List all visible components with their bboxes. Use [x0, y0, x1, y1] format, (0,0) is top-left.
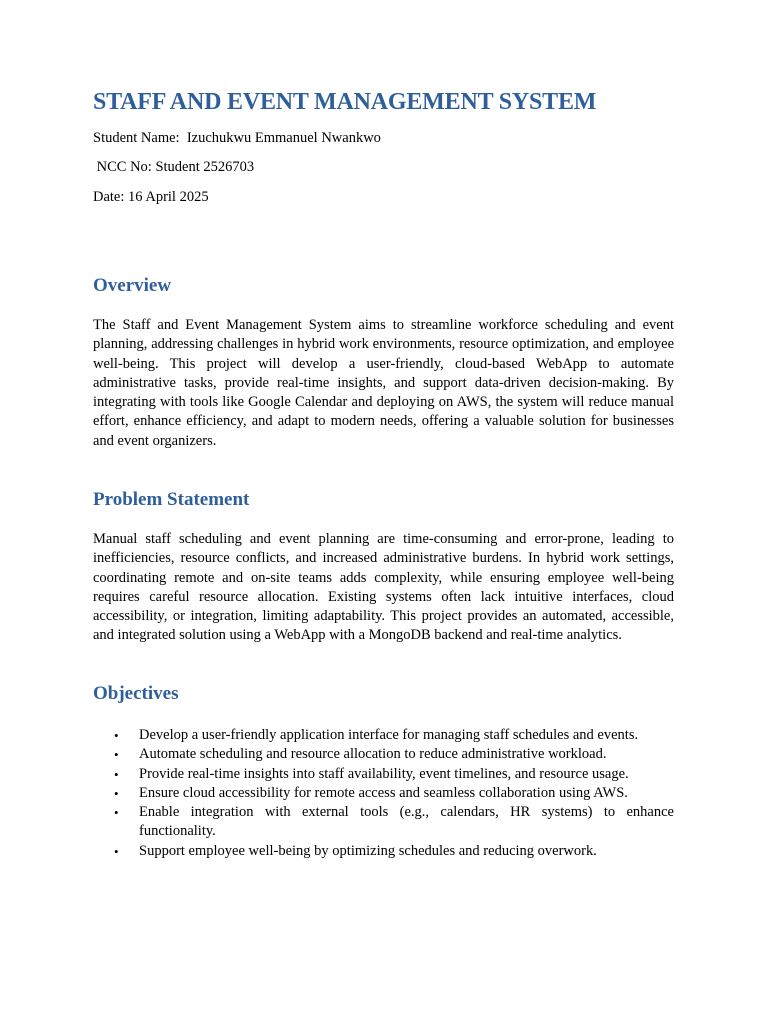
ncc-number: NCC No: Student 2526703	[93, 159, 255, 175]
document-title: STAFF AND EVENT MANAGEMENT SYSTEM	[93, 89, 597, 115]
bullet-icon: •	[114, 805, 119, 821]
list-item	[93, 745, 674, 764]
bullet-icon: •	[114, 728, 119, 743]
list-item-text: Develop a user-friendly application interface for managing staff schedules and events.	[139, 727, 639, 743]
problem-statement-heading: Problem Statement	[93, 489, 250, 510]
document-date: Date: 16 April 2025	[93, 189, 209, 205]
objectives-heading: Objectives	[93, 683, 179, 704]
list-item	[93, 765, 674, 784]
overview-paragraph: The Staff and Event Management System aims to streamline workforce scheduling and event planning, addressing challenges in hybrid work environments, resource optimization, and employee well-being. This project will develop a user-friendly, cloud-based WebApp to automate administrative tasks, provide real-time insights, and support data-driven decision-making. By integrating with tools like Google Calendar and deploying on AWS, the system will reduce manual effort, enhance efficiency, and adapt to modern needs, offering a valuable solution for businesses and event organizers.	[93, 317, 674, 449]
list-item	[93, 803, 674, 842]
list-item-text: Automate scheduling and resource allocation to reduce administrative workload.	[139, 746, 607, 763]
list-item-text: Ensure cloud accessibility for remote access and seamless collaboration using AWS.	[139, 784, 628, 801]
list-item	[93, 842, 674, 861]
list-item	[93, 726, 674, 745]
student-name: Student Name: Izuchukwu Emmanuel Nwankwo	[93, 130, 381, 146]
list-item-text: Support employee well-being by optimizing schedules and reducing overwork.	[139, 842, 597, 859]
bullet-icon: •	[114, 843, 119, 859]
list-item	[93, 784, 674, 803]
list-item-text: Provide real-time insights into staff availability, event timelines, and resource usage.	[139, 765, 629, 782]
objectives-list	[93, 726, 674, 861]
bullet-icon: •	[114, 747, 119, 763]
list-item-text: Enable integration with external tools (e.g., calendars, HR systems) to enhance functionality.	[139, 804, 674, 840]
bullet-icon: •	[114, 785, 119, 801]
problem-statement-paragraph: Manual staff scheduling and event planning are time-consuming and error-prone, leading to inefficiencies, resource conflicts, and increased administrative burdens. In hybrid work settings, coordinating remote and on-site teams adds complexity, while ensuring employee well-being requires careful resource allocation. Existing systems often lack intuitive interfaces, cloud accessibility, or integration, limiting adaptability. This project provides an automated, accessible, and integrated solution using a WebApp with a MongoDB backend and real-time analytics.	[93, 531, 674, 644]
overview-heading: Overview	[93, 275, 172, 296]
bullet-icon: •	[114, 766, 119, 782]
